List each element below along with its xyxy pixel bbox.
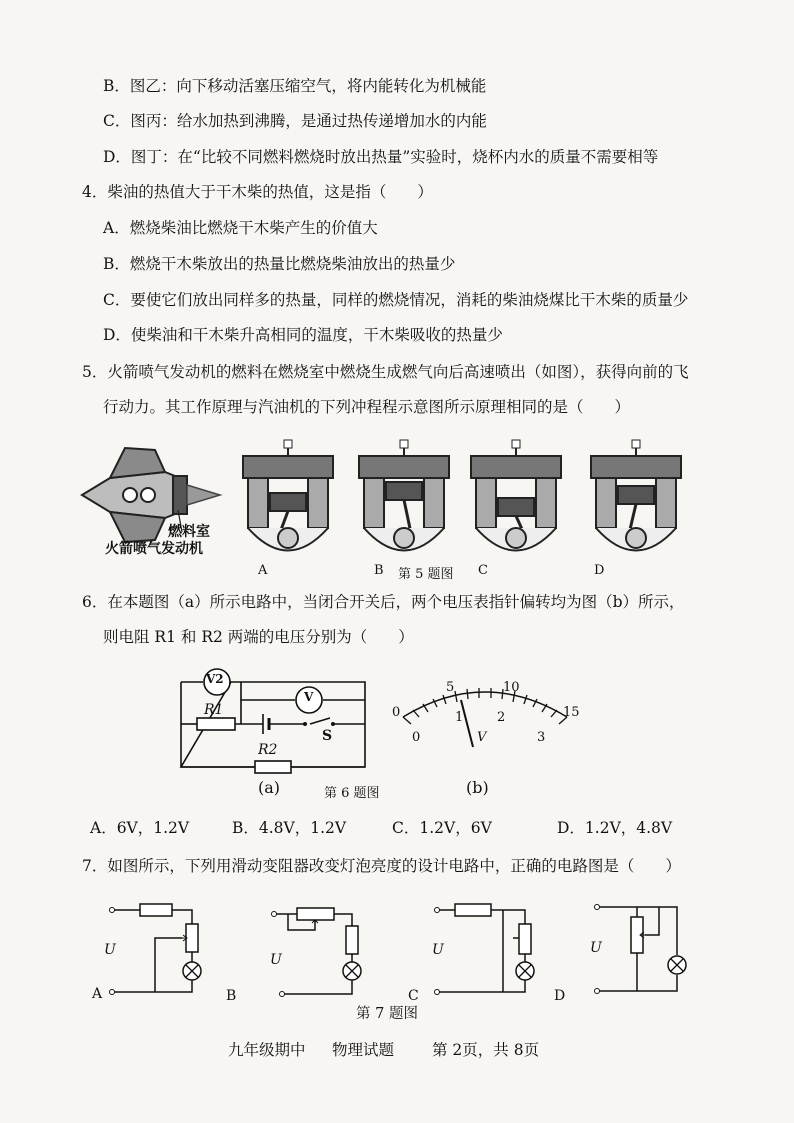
engine-diagram-d	[586, 438, 686, 563]
engine-label-d: D	[594, 563, 605, 578]
engine-diagram-a	[238, 438, 338, 563]
meter-lower-2: 2	[497, 710, 506, 725]
engine-label-c: C	[478, 563, 488, 578]
footer-subject: 物理试题	[332, 1041, 395, 1059]
rocket-label-chamber: 燃料室	[168, 524, 210, 540]
q7-circuit-label-a: A	[92, 986, 103, 1002]
q7-u-label-a: U	[104, 942, 116, 958]
meter-lower-0: 0	[412, 730, 421, 745]
q6-stem-line1: 6．在本题图（a）所示电路中，当闭合开关后，两个电压表指针偏转均为图（b）所示，	[82, 593, 685, 611]
q6-stem-line2: 则电阻 R1 和 R2 两端的电压分别为（ ）	[103, 628, 414, 646]
engine-diagram-b	[354, 438, 454, 563]
meter-lower-3: 3	[537, 730, 546, 745]
circuit-a	[175, 660, 375, 778]
voltmeter-v-label: V	[304, 690, 314, 704]
engine-diagram-c	[466, 438, 566, 563]
q7-u-label-b: U	[270, 952, 282, 968]
q4-option-d: D．使柴油和干木柴升高相同的温度，干木柴吸收的热量少	[103, 326, 503, 344]
voltmeter-v2-label: V2	[206, 672, 224, 686]
q6-option-b: B．4.8V，1.2V	[232, 819, 347, 837]
q4-option-a: A．燃烧柴油比燃烧干木柴产生的价值大	[103, 219, 378, 237]
resistor-r1-label: R1	[204, 702, 224, 718]
rocket-label-engine: 火箭喷气发动机	[105, 541, 203, 557]
q7-circuit-b	[262, 900, 372, 1000]
meter-unit: V	[477, 730, 487, 745]
q4-stem: 4．柴油的热值大于干木柴的热值，这是指（ ）	[82, 183, 433, 201]
meter-upper-10: 10	[503, 680, 520, 695]
resistor-r2-label: R2	[258, 742, 278, 758]
q7-stem: 7．如图所示，下列用滑动变阻器改变灯泡亮度的设计电路中，正确的电路图是（ ）	[82, 857, 681, 875]
meter-upper-5: 5	[446, 680, 455, 695]
figure-b-label: (b)	[466, 778, 489, 797]
q7-circuit-a	[100, 900, 210, 1000]
q7-u-label-d: U	[590, 940, 602, 956]
q6-option-a: A．6V，1.2V	[90, 819, 190, 837]
q7-u-label-c: U	[432, 942, 444, 958]
q3-option-d: D．图丁：在“比较不同燃料燃烧时放出热量”实验时，烧杯内水的质量不需要相等	[103, 148, 659, 166]
q7-circuit-label-b: B	[226, 988, 237, 1004]
meter-upper-0: 0	[392, 705, 401, 720]
q5-figure-caption: 第 5 题图	[398, 567, 454, 582]
q5-stem-line1: 5．火箭喷气发动机的燃料在燃烧室中燃烧生成燃气向后高速喷出（如图），获得向前的飞	[82, 363, 689, 381]
q5-stem-line2: 行动力。其工作原理与汽油机的下列冲程程示意图所示原理相同的是（ ）	[103, 398, 631, 416]
q3-option-c: C．图丙：给水加热到沸腾，是通过热传递增加水的内能	[103, 112, 487, 130]
q4-option-b: B．燃烧干木柴放出的热量比燃烧柴油放出的热量少	[103, 255, 456, 273]
meter-lower-1: 1	[455, 710, 464, 725]
q6-option-d: D．1.2V，4.8V	[557, 819, 673, 837]
q7-circuit-label-c: C	[408, 988, 419, 1004]
q6-option-c: C．1.2V，6V	[392, 819, 492, 837]
footer-page: 第 2页，共 8页	[432, 1041, 540, 1059]
meter-upper-15: 15	[563, 705, 580, 720]
figure-a-label: (a)	[258, 778, 281, 797]
q3-option-b: B．图乙：向下移动活塞压缩空气，将内能转化为机械能	[103, 77, 487, 95]
engine-label-a: A	[258, 563, 268, 578]
q4-option-c: C．要使它们放出同样多的热量，同样的燃烧情况，消耗的柴油烧煤比干木柴的质量少	[103, 291, 689, 309]
q7-circuit-label-d: D	[554, 988, 566, 1004]
q7-figure-caption: 第 7 题图	[356, 1006, 418, 1022]
engine-label-b: B	[374, 563, 384, 578]
q6-figure-caption: 第 6 题图	[324, 786, 380, 801]
switch-s-label: S	[322, 728, 333, 744]
footer-grade: 九年级期中	[228, 1041, 306, 1059]
